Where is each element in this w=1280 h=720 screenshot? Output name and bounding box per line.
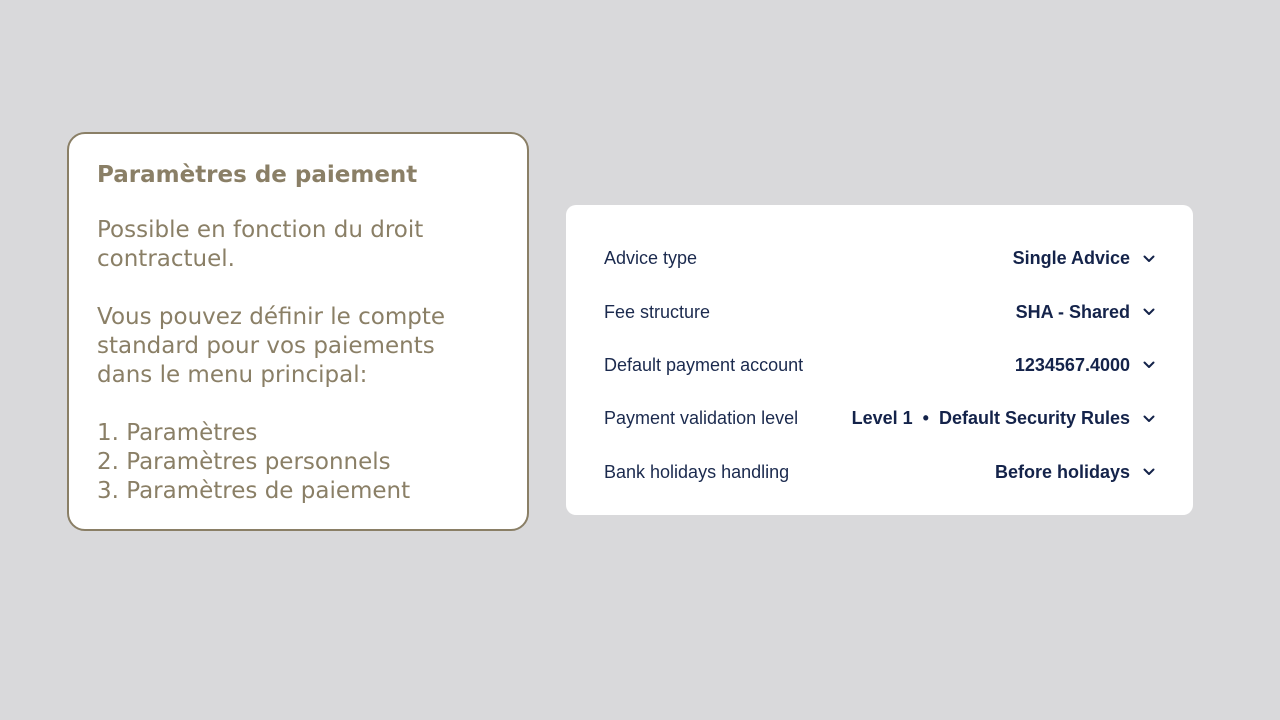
payment-settings-panel [566,205,1193,515]
chevron-down-icon [1143,413,1155,425]
info-line: Vous pouvez définir le compte [97,304,445,330]
payment-validation-level-label: Payment validation level [604,408,799,429]
setting-row-payment-validation-level [604,392,1155,445]
fee-structure-value: SHA - Shared [1015,301,1130,322]
fee-structure-label: Fee structure [604,301,711,322]
step-item: 3. Paramètres de paiement [97,478,411,504]
chevron-down-icon [1143,466,1155,478]
fee-structure-select[interactable] [1016,302,1155,323]
info-line: standard pour vos paiements [97,333,435,359]
info-line: contractuel. [97,246,235,272]
chevron-down-icon [1143,306,1155,318]
step-item: 2. Paramètres personnels [97,449,391,475]
info-paragraph-instructions [97,303,499,390]
default-payment-account-select[interactable] [1015,355,1155,376]
chevron-down-icon [1143,253,1155,265]
info-title: Paramètres de paiement [97,162,418,188]
bank-holidays-handling-select[interactable] [995,462,1155,483]
chevron-down-icon [1143,359,1155,371]
info-callout [67,132,529,531]
advice-type-value: Single Advice [1012,248,1130,269]
setting-row-fee-structure [604,285,1155,338]
setting-row-default-payment-account [604,339,1155,392]
info-line: dans le menu principal: [97,362,368,388]
payment-validation-level-value: Level 1 • Default Security Rules [851,408,1130,429]
step-item: 1. Paramètres [97,420,258,446]
info-line: Possible en fonction du droit [97,217,424,243]
bank-holidays-handling-label: Bank holidays handling [604,461,790,482]
setting-row-advice-type [604,232,1155,285]
steps-list [97,419,499,506]
advice-type-select[interactable] [1013,248,1155,269]
payment-validation-level-select[interactable] [852,408,1155,429]
info-paragraph-rights [97,216,499,274]
advice-type-label: Advice type [604,248,698,269]
setting-row-bank-holidays-handling [604,446,1155,499]
bank-holidays-handling-value: Before holidays [994,461,1130,482]
default-payment-account-label: Default payment account [604,354,804,375]
default-payment-account-value: 1234567.4000 [1014,354,1130,375]
